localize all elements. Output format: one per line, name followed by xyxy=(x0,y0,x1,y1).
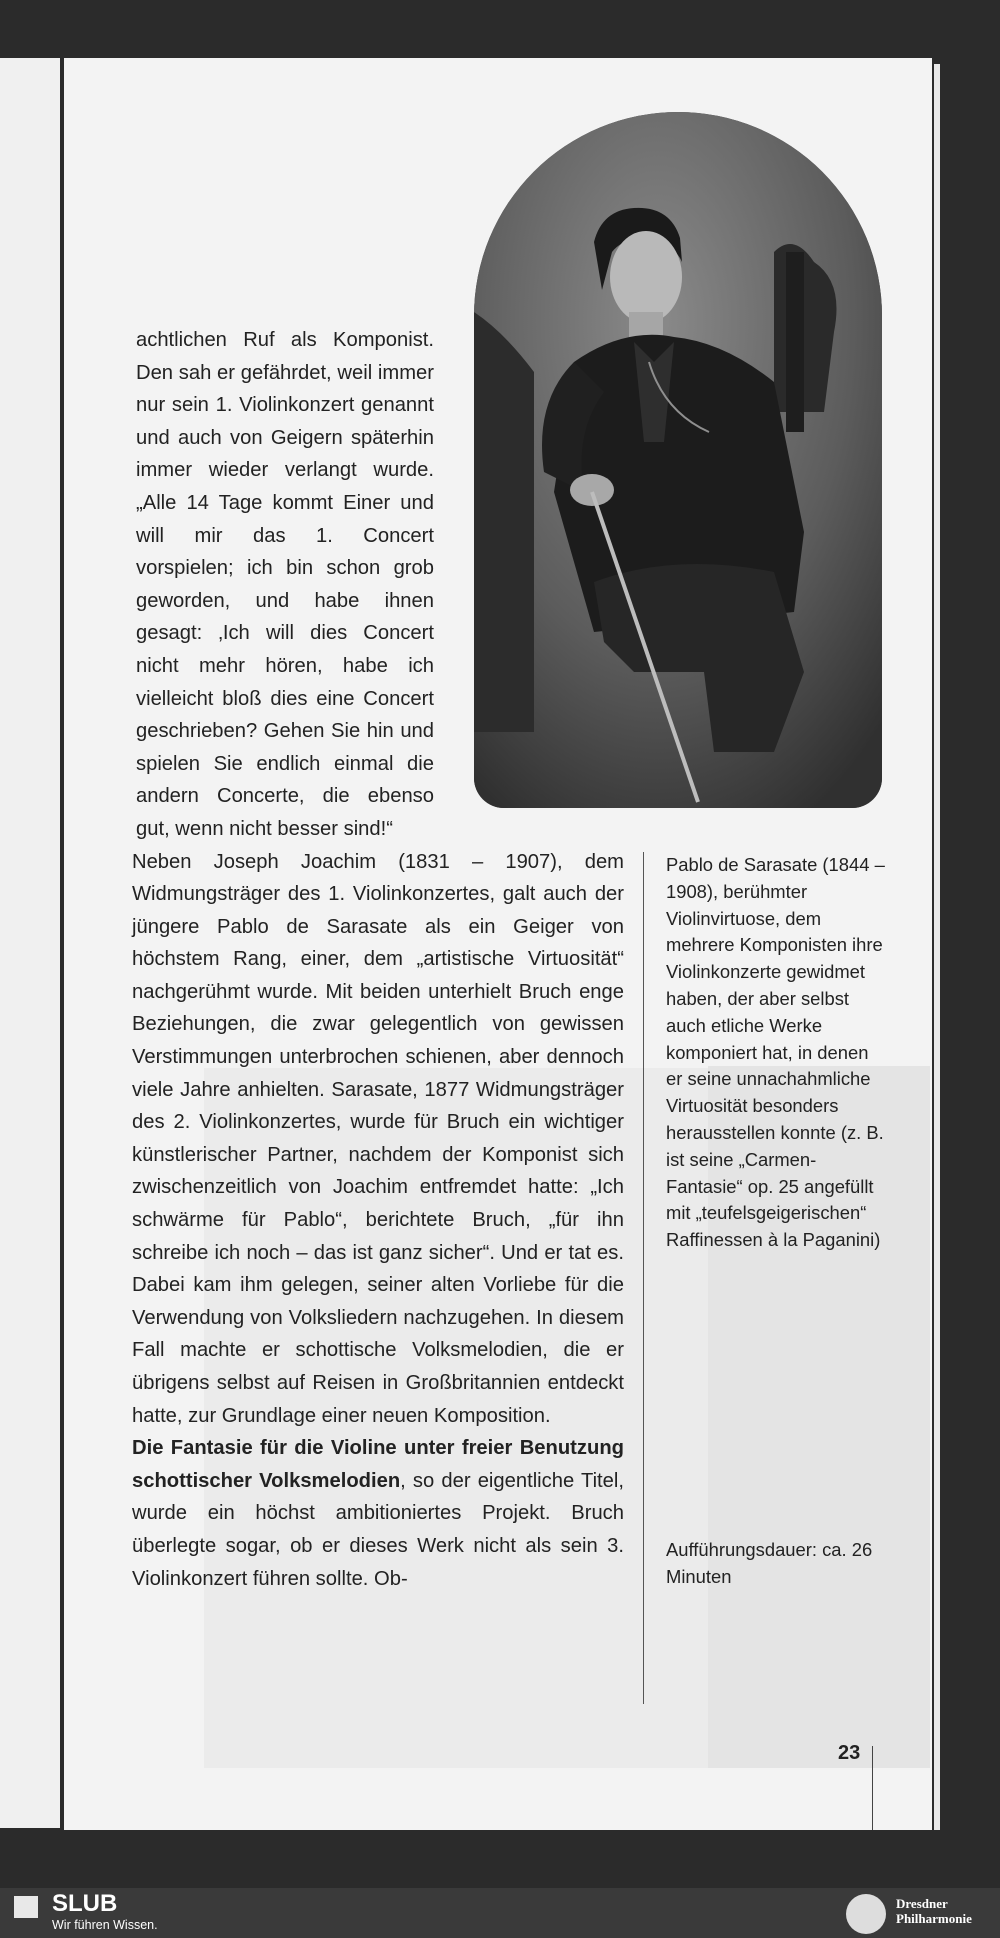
philharmonie-name: Dresdner Philharmonie xyxy=(896,1896,972,1926)
left-page-edge xyxy=(0,58,60,1828)
photo-caption: Pablo de Sarasate (1844 – 1908), berühmter Violinvirtuose, dem mehrere Komponisten ihre Violinkonzerte gewidmet haben, der aber selbst auch etliche Werke komponiert hat, in denen er seine unnachahmliche Virtuosität besonders herausstellen konnte (z. B. ist seine „Carmen-Fantasie“ op. 25 angefüllt mit „teufelsgeigerischen“ Raffinessen à la Paganini) xyxy=(666,854,885,1251)
page-number: 23 xyxy=(838,1742,861,1764)
page-edge xyxy=(934,64,940,1830)
work-title: Die Fantasie für die Violine unter freier Benutzung schottischer Volksmelodien xyxy=(132,1437,624,1492)
column-divider xyxy=(643,852,644,1704)
paragraph-3 xyxy=(132,1432,624,1595)
paragraph-3-text: , so der eigentliche Titel, wurde ein höchst ambitioniertes Projekt. Bruch überlegte sogar, ob er dieses Werk nicht als sein 3. Violinkonzert führen sollte. Ob- xyxy=(132,1469,624,1590)
philharmonie-logo-icon xyxy=(846,1894,886,1934)
slub-title[interactable]: SLUB xyxy=(52,1890,118,1917)
paragraph-1: achtlichen Ruf als Komponist. Den sah er gefährdet, weil immer nur sein 1. Violinkonzert genannt und auch von Geigern späterhin immer wieder verlangt wurde. „Alle 14 Tage kommt Einer und will mir das 1. Concert vorspielen; ich bin schon grob geworden, und habe ihnen gesagt: ‚Ich will dies Concert nicht mehr hören, habe ich vielleicht bloß dies eine Concert geschrieben? Gehen Sie hin und spielen Sie endlich einmal die andern Concerte, die ebenso gut, wenn nicht besser sind!“ xyxy=(136,329,434,840)
page-number-rule xyxy=(872,1746,873,1830)
paragraph-2: Neben Joseph Joachim (1831 – 1907), dem Widmungsträger des 1. Violinkonzertes, galt auch der jüngere Pablo de Sarasate als ein Geiger von höchstem Rang, einer, dem „artistische Virtuosität“ nachgerühmt wurde. Mit beiden unterhielt Bruch enge Beziehungen, die zwar gelegentlich von gewissen Verstimmungen unterbrochen schienen, aber dennoch viele Jahre anhielten. Sarasate, 1877 Widmungsträger des 2. Violinkonzertes, wurde für Bruch ein wichtiger künstlerischer Partner, nachdem der Komponist sich zwischenzeitlich von Joachim entfremdet hatte: „Ich schwärme für Pablo“, berichtete Bruch, „für ihn schreibe ich noch – das ist ganz sicher“. Und er tat es. Dabei kam ihm gelegen, seiner alten Vorliebe für die Verwendung von Volksliedern nachzugehen. In diesem Fall machte er schottische Volksmelodien, die er übrigens selbst auf Reisen in Großbritannien entdeckt hatte, zur Grundlage einer neuen Komposition. xyxy=(132,850,624,1427)
performance-duration: Aufführungsdauer: ca. 26 Minuten xyxy=(666,1539,873,1587)
slub-logo-icon xyxy=(14,1896,38,1918)
slub-tagline: Wir führen Wissen. xyxy=(52,1918,158,1932)
article-body xyxy=(132,324,624,1595)
